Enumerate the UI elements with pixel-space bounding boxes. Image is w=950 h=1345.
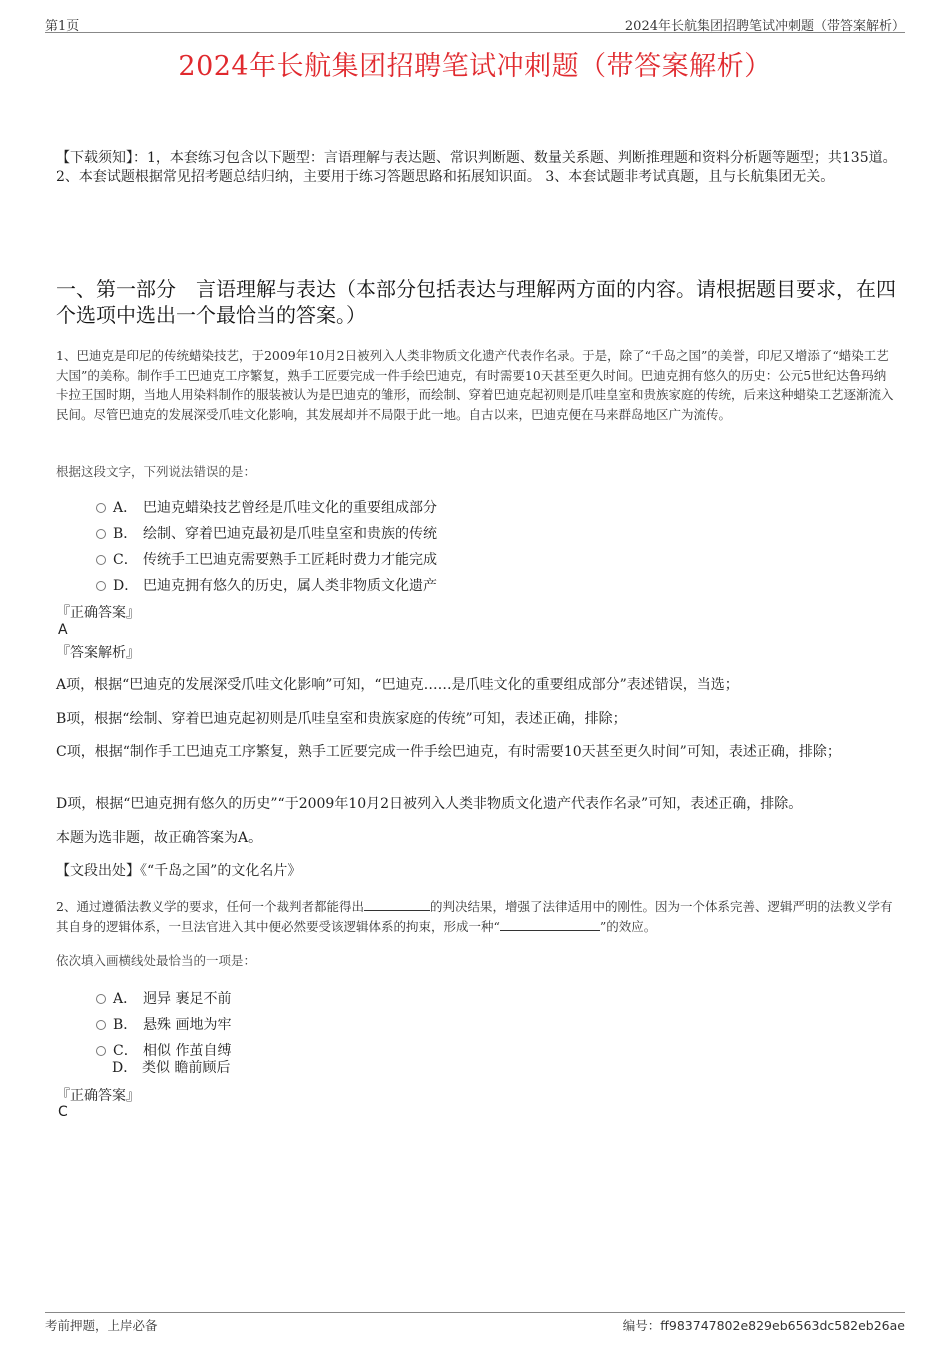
q1-option-d[interactable]: D． 巴迪克拥有悠久的历史，属人类非物质文化遗产	[96, 575, 437, 595]
q1-analysis-c: C项，根据“制作手工巴迪克工序繁复，熟手工匠要完成一件手绘巴迪克，有时需要10天甚至更久时间”可知，表述正确，排除；	[56, 744, 841, 760]
q1-source: 【文段出处】《“千岛之国”的文化名片》	[56, 863, 302, 879]
fill-blank-1	[364, 898, 430, 911]
page-footer	[45, 1312, 905, 1333]
q2-option-d[interactable]: D． 类似 瞻前顾后	[112, 1060, 231, 1076]
fill-blank-2	[500, 918, 600, 931]
section-title: 一、第一部分 言语理解与表达（本部分包括表达与理解两方面的内容。请根据题目要求，在四个选项中选出一个最恰当的答案。）	[56, 277, 896, 327]
q2-answer-label: 『正确答案』	[56, 1088, 140, 1104]
q1-option-c[interactable]: C． 传统手工巴迪克需要熟手工匠耗时费力才能完成	[96, 549, 437, 569]
footer-code: 编号：ff983747802e829eb6563dc582eb26ae	[622, 1318, 905, 1333]
download-notice: 【下载须知】：1，本套练习包含以下题型：言语理解与表达题、常识判断题、数量关系题、判断推理题和资料分析题等题型；共135道。 2、本套试题根据常见招考题总结归纳，主要用于练习答题思路和拓展知识面。 3、本套试题非考试真题，且与长航集团无关。	[56, 150, 897, 185]
radio-icon[interactable]	[96, 555, 106, 565]
q2-option-c[interactable]: C． 相似 作茧自缚	[96, 1040, 231, 1060]
page-number: 第1页	[45, 19, 80, 34]
q1-option-b[interactable]: B． 绘制、穿着巴迪克最初是爪哇皇室和贵族的传统	[96, 523, 437, 543]
q1-answer-label: 『正确答案』	[56, 605, 140, 621]
radio-icon[interactable]	[96, 529, 106, 539]
q1-analysis-a: A项，根据“巴迪克的发展深受爪哇文化影响”可知，“巴迪克……是爪哇文化的重要组成部分”表述错误，当选；	[56, 677, 739, 693]
q1-analysis-d: D项，根据“巴迪克拥有悠久的历史”“于2009年10月2日被列入人类非物质文化遗产代表作名录”可知，表述正确，排除。	[56, 796, 803, 812]
q2-prompt: 依次填入画横线处最恰当的一项是：	[56, 953, 257, 968]
q2-option-b[interactable]: B． 悬殊 画地为牢	[96, 1014, 231, 1034]
page-header	[45, 14, 905, 33]
q2-passage: 2、通过遵循法教义学的要求，任何一个裁判者都能得出 的判决结果，增强了法律适用中的刚性。因为一个体系完善、逻辑严明的法教义学有其自身的逻辑体系，一旦法官进入其中便必然要受该逻辑体系的拘束，形成一种“ ”的效应。	[56, 899, 893, 934]
q1-passage: 1、巴迪克是印尼的传统蜡染技艺，于2009年10月2日被列入人类非物质文化遗产代表作名录。于是，除了“千岛之国”的美誉，印尼又增添了“蜡染工艺大国”的美称。制作手工巴迪克工序繁复，熟手工匠要完成一件手绘巴迪克，有时需要10天甚至更久时间。巴迪克拥有悠久的历史：公元5世纪达鲁玛纳卡拉王国时期，当地人用染料制作的服装被认为是巴迪克的雏形，而绘制、穿着巴迪克起初则是爪哇皇室和贵族家庭的传统，后来这种蜡染工艺逐渐流入民间。尽管巴迪克的发展深受爪哇文化影响，其发展却并不局限于此一地。自古以来，巴迪克便在马来群岛地区广为流传。	[56, 348, 894, 422]
page-title: 2024年长航集团招聘笔试冲刺题（带答案解析）	[178, 51, 772, 82]
radio-icon[interactable]	[96, 581, 106, 591]
q1-conclusion: 本题为选非题，故正确答案为A。	[56, 830, 263, 846]
q2-option-a[interactable]: A． 迥异 裹足不前	[96, 988, 231, 1008]
q1-analysis-label: 『答案解析』	[56, 645, 140, 661]
radio-icon[interactable]	[96, 1046, 106, 1056]
radio-icon[interactable]	[96, 994, 106, 1004]
q1-option-a[interactable]: A． 巴迪克蜡染技艺曾经是爪哇文化的重要组成部分	[96, 497, 437, 517]
header-doc-title: 2024年长航集团招聘笔试冲刺题（带答案解析）	[624, 19, 905, 34]
q1-answer: A	[58, 622, 68, 638]
q1-analysis-b: B项，根据“绘制、穿着巴迪克起初则是爪哇皇室和贵族家庭的传统”可知，表述正确，排除；	[56, 711, 627, 727]
q2-answer: C	[58, 1104, 68, 1120]
radio-icon[interactable]	[96, 503, 106, 513]
q1-prompt: 根据这段文字，下列说法错误的是：	[56, 464, 257, 479]
footer-slogan: 考前押题，上岸必备	[45, 1318, 158, 1333]
radio-icon[interactable]	[96, 1020, 106, 1030]
